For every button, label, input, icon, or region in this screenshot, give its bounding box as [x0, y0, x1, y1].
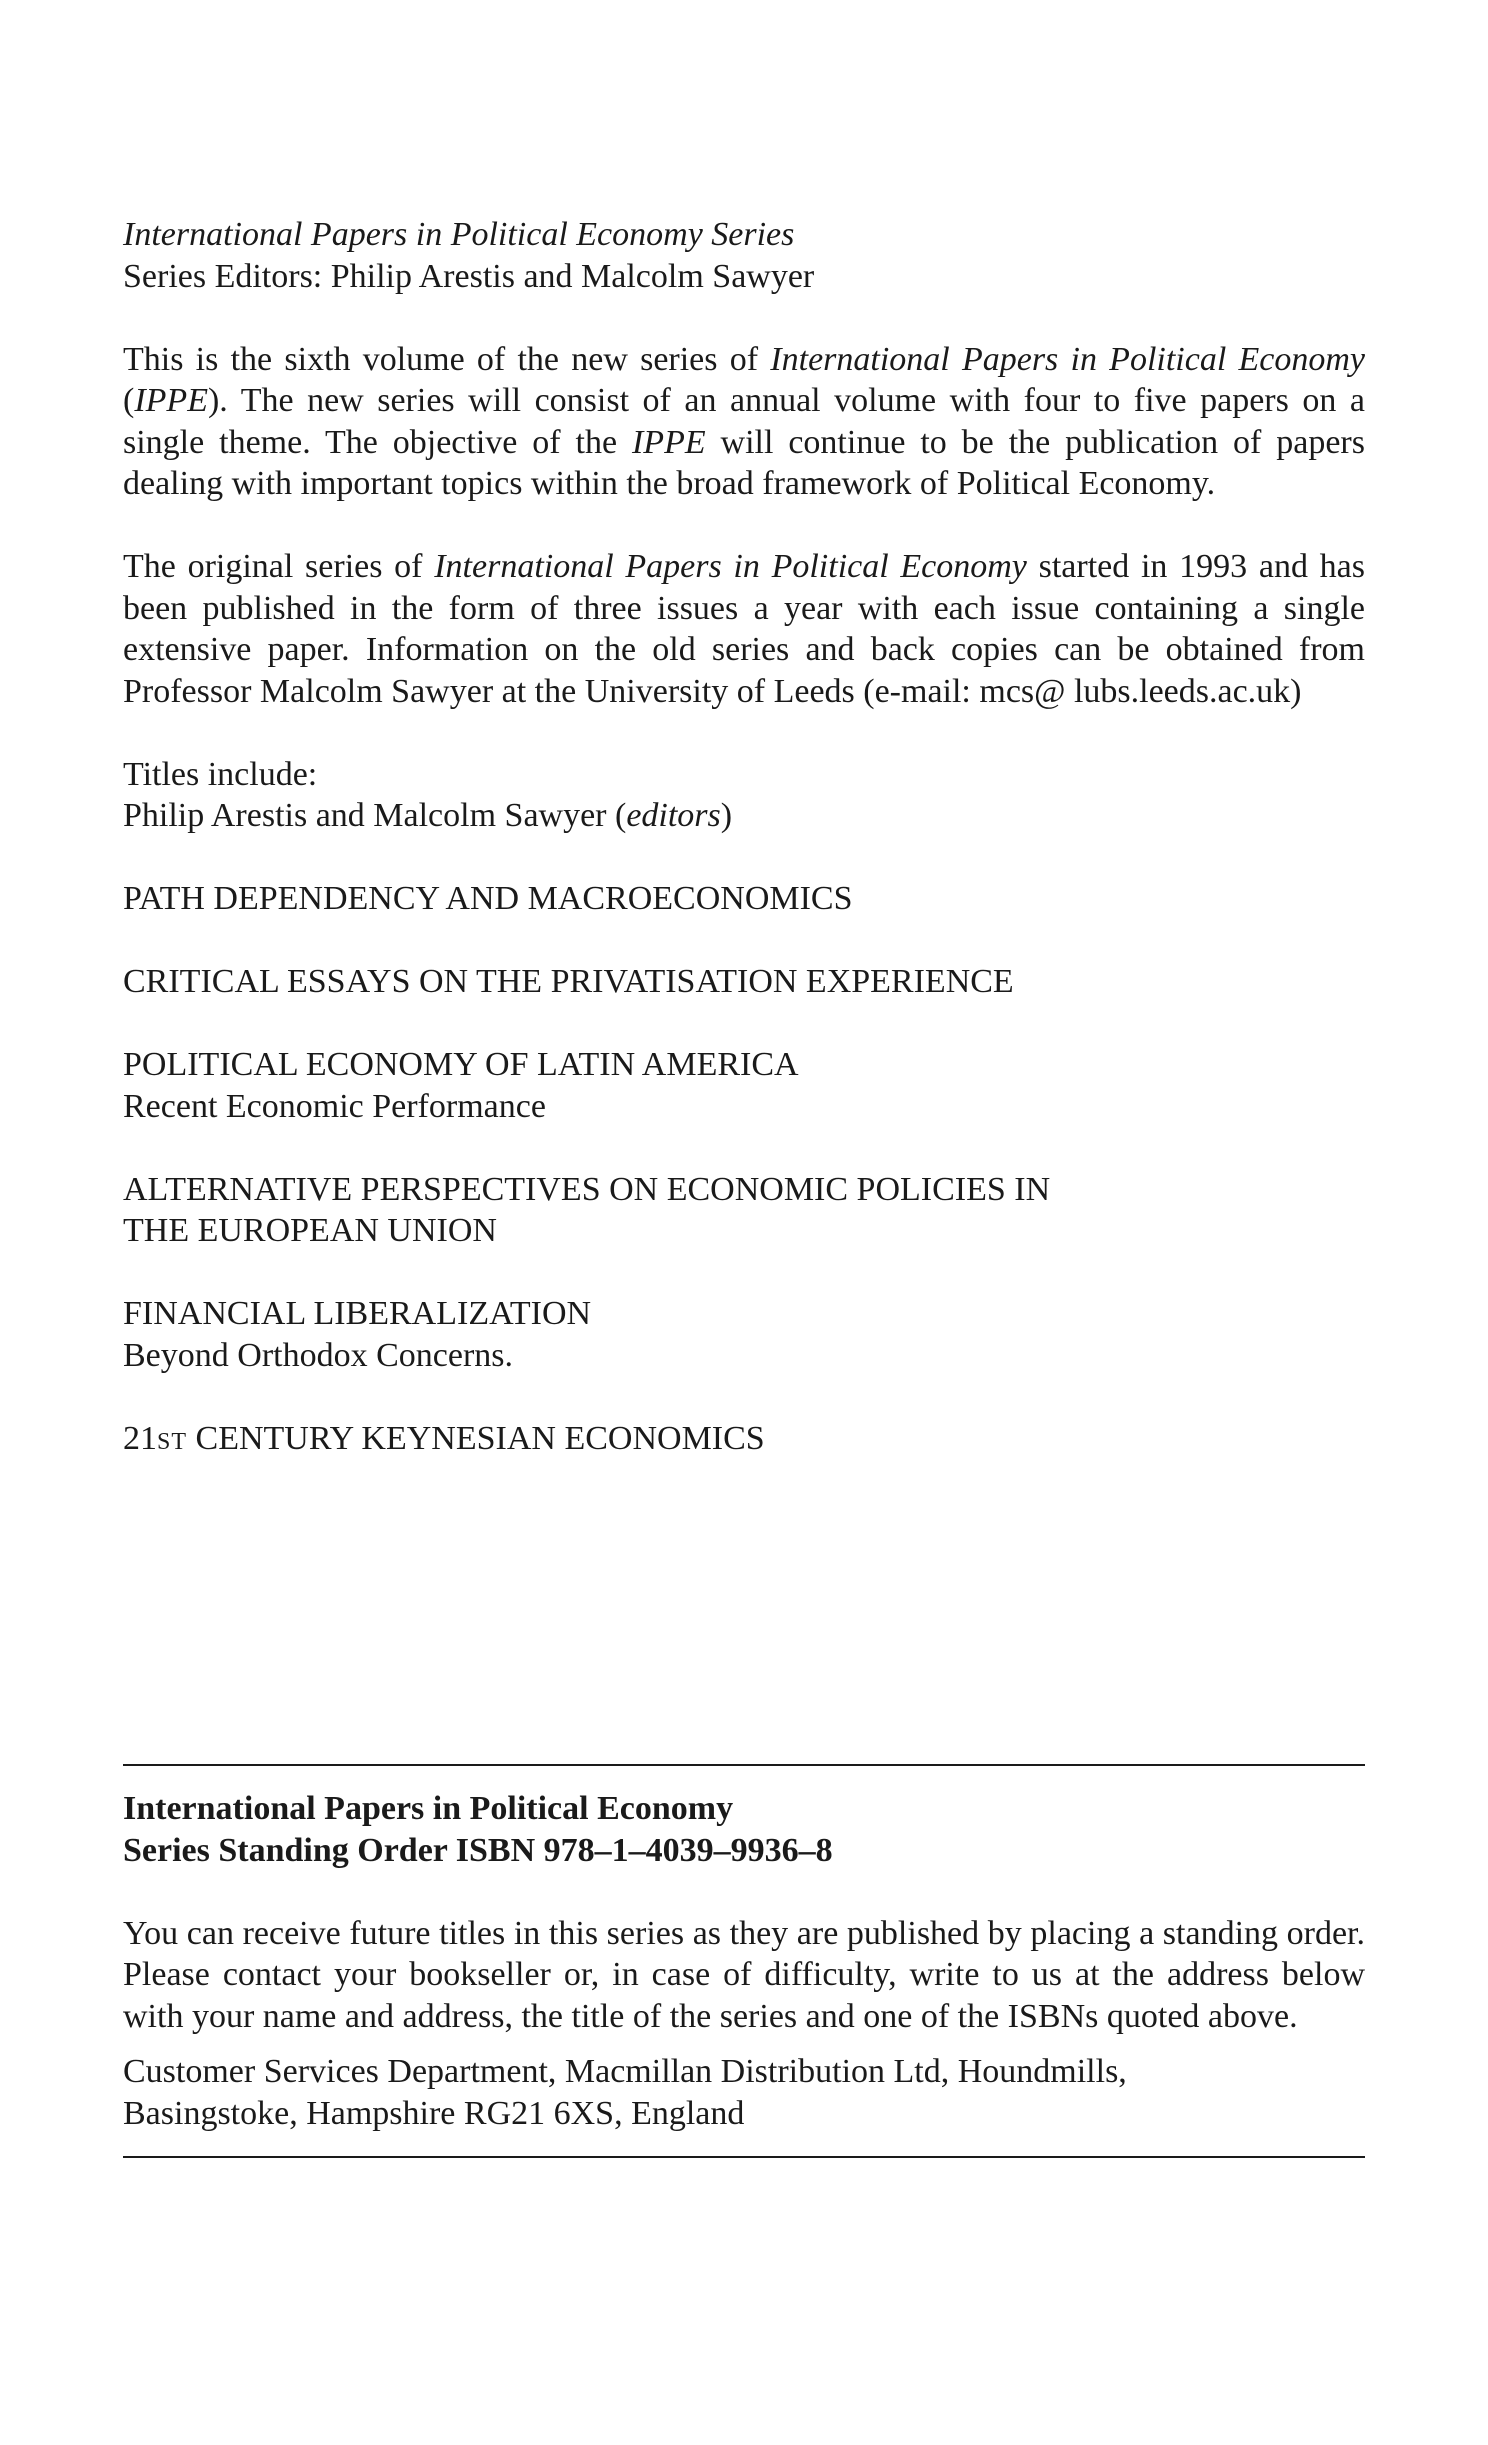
bottom-rule [123, 2156, 1365, 2158]
book-title-continued: THE EUROPEAN UNION [123, 1212, 497, 1249]
book-subtitle: Beyond Orthodox Concerns. [123, 1336, 514, 1374]
standing-order-title: International Papers in Political Economy [123, 1790, 734, 1827]
book-title: FINANCIAL LIBERALIZATION [123, 1295, 592, 1332]
intro-paragraph-2: The original series of International Papers in Political Economy started in 1993 and has been published in the form of three issues a year with each issue containing a single extensive paper. Information on the old series and back copies can be obtained from Professor Malcolm Sawyer at the University of Leeds (e-mail: mcs@ lubs.leeds.ac.uk) [123, 548, 1365, 710]
standing-order-isbn: Series Standing Order ISBN 978–1–4039–9936–8 [123, 1831, 833, 1869]
book-title: 21ST CENTURY KEYNESIAN ECONOMICS [123, 1419, 765, 1457]
book-title: POLITICAL ECONOMY OF LATIN AMERICA [123, 1046, 799, 1083]
titles-heading: Titles include: [123, 755, 318, 793]
intro-paragraph-1: This is the sixth volume of the new series of International Papers in Political Economy (IPPE). The new series will consist of an annual volume with four to five papers on a single theme. The objective of the IPPE will continue to be the publication of papers dealing with important topics within the broad framework of Political Economy. [123, 340, 1366, 502]
book-title: PATH DEPENDENCY AND MACROECONOMICS [123, 880, 853, 917]
book-subtitle: Recent Economic Performance [123, 1087, 546, 1125]
series-editors: Series Editors: Philip Arestis and Malcolm Sawyer [123, 257, 815, 295]
address-line-2: Basingstoke, Hampshire RG21 6XS, England [123, 2094, 745, 2132]
book-title: ALTERNATIVE PERSPECTIVES ON ECONOMIC POLICIES IN [123, 1170, 1051, 1208]
standing-order-body: You can receive future titles in this series as they are published by placing a standing order. Please contact your bookseller or, in case of difficulty, write to us at the address below with your name and address, the title of the series and one of the ISBNs quoted above. [123, 1914, 1365, 2035]
titles-editors: Philip Arestis and Malcolm Sawyer (editors) [123, 797, 733, 834]
series-info-block [123, 214, 1365, 1463]
series-title: International Papers in Political Economy Series [123, 216, 795, 253]
address-line-1: Customer Services Department, Macmillan Distribution Ltd, Houndmills, [123, 2053, 1127, 2090]
standing-order-block [123, 1764, 1365, 2158]
book-title: CRITICAL ESSAYS ON THE PRIVATISATION EXPERIENCE [123, 963, 1014, 1000]
